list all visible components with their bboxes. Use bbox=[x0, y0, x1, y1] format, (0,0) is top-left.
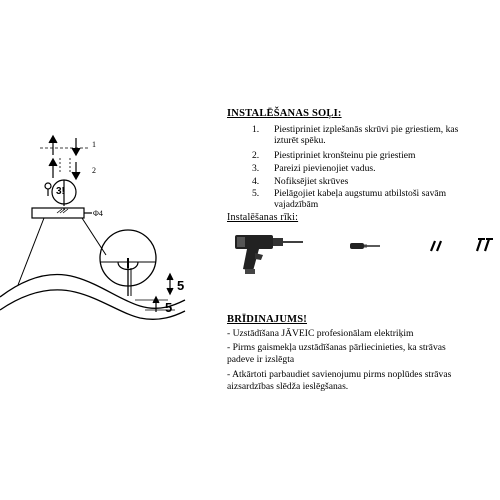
install-step-5-cont: vajadzībām bbox=[274, 199, 319, 210]
drill-icon bbox=[235, 235, 303, 274]
warning-line-5: aizsardzības slēdža ieslēgšanas. bbox=[227, 381, 349, 392]
warning-line-2: - Pirms gaismekļa uzstādīšanas pārliecinieties, ka strāvas bbox=[227, 342, 446, 353]
step-text: Piestipriniet kronšteinu pie griestiem bbox=[274, 150, 416, 161]
diagram-label-2: 2 bbox=[92, 166, 96, 175]
install-heading: INSTALĒŠANAS SOĻI: bbox=[227, 108, 342, 119]
step-text: Piestipriniet izplešanās skrūvi pie griestiem, kas bbox=[274, 124, 459, 135]
install-step-2 bbox=[252, 150, 416, 161]
warning-line-3: padeve ir izslēgta bbox=[227, 354, 295, 365]
diagram-label-3: 3! bbox=[56, 186, 65, 197]
step-text: Pareizi pievienojiet vadus. bbox=[274, 163, 376, 174]
diagram-label-5a: 5 bbox=[177, 278, 185, 293]
step-number: 2. bbox=[252, 150, 260, 161]
install-step-1-cont: izturēt spēku. bbox=[274, 135, 326, 146]
install-step-4 bbox=[252, 176, 348, 187]
diagram-label-1: 1 bbox=[92, 140, 96, 149]
warning-line-4: - Atkārtoti parbaudiet savienojumu pirms noplūdes strāvas bbox=[227, 369, 452, 380]
install-step-5 bbox=[252, 188, 446, 199]
step-number: 4. bbox=[252, 176, 260, 187]
screw-icon bbox=[477, 239, 493, 251]
warning-line-1: - Uzstādīšana JĀVEIC profesionālam elektriķim bbox=[227, 328, 414, 339]
step-text: Nofiksējiet skrūves bbox=[274, 176, 349, 187]
diagram-label-5b: 5 bbox=[165, 300, 173, 315]
screw-icon bbox=[431, 241, 441, 251]
installation-diagram bbox=[0, 0, 225, 500]
warning-heading: BRĪDINAJUMS! bbox=[227, 314, 307, 325]
install-step-1 bbox=[252, 124, 458, 135]
tools-heading: Instalēšanas rīki: bbox=[227, 212, 299, 223]
install-step-3 bbox=[252, 163, 376, 174]
step-number: 1. bbox=[252, 124, 260, 135]
step-text: Pielāgojiet kabeļa augstumu atbilstoši savām bbox=[274, 188, 447, 199]
diagram-label-phi4: Φ4 bbox=[93, 209, 103, 218]
step-number: 3. bbox=[252, 163, 260, 174]
step-number: 5. bbox=[252, 188, 260, 199]
screwdriver-icon bbox=[350, 243, 380, 249]
tools-row bbox=[225, 225, 500, 285]
